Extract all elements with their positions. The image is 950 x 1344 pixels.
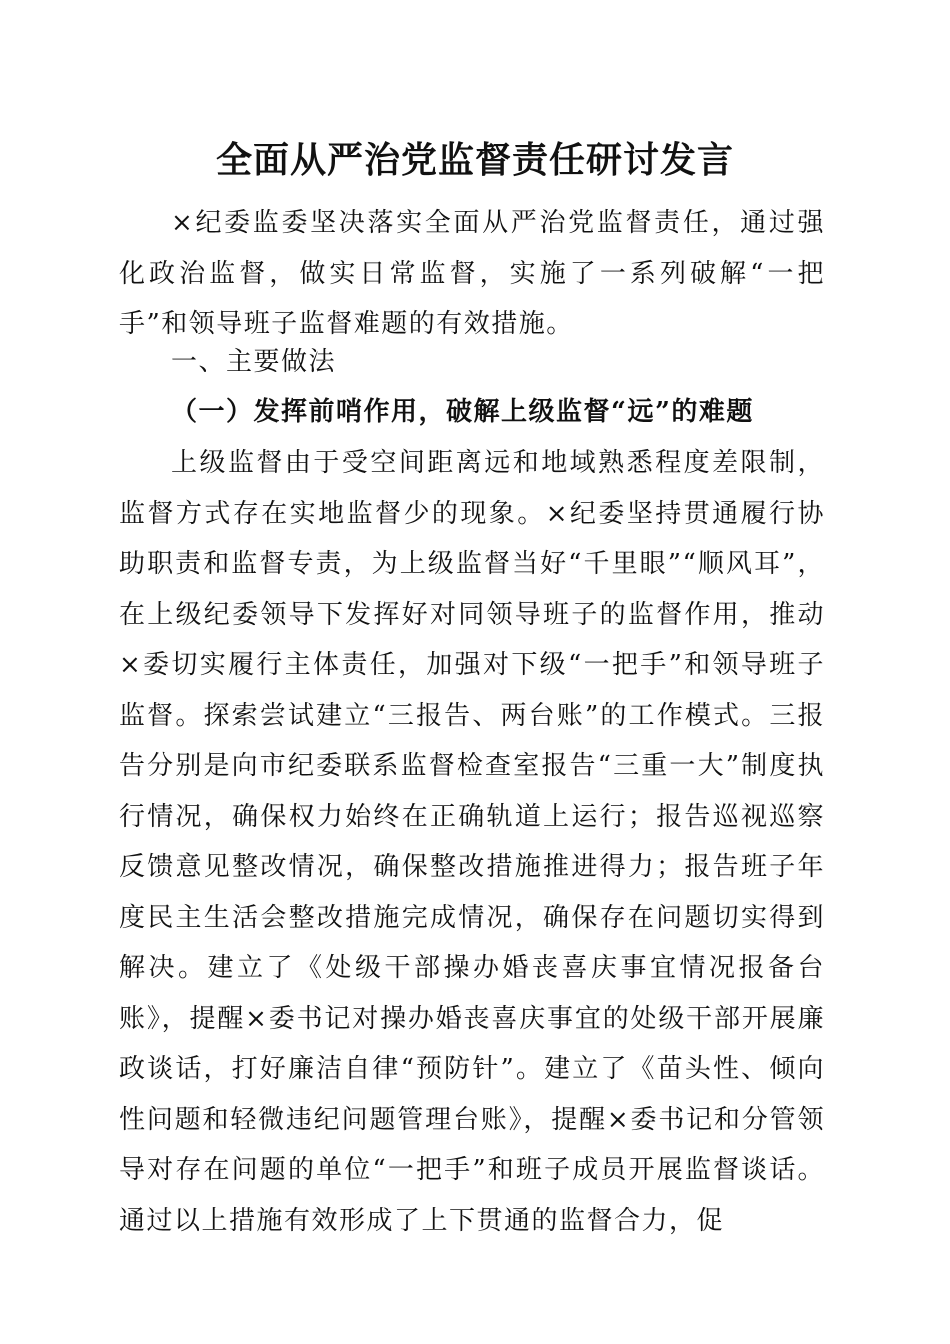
subsection-heading-sentinel-role: （一）发挥前哨作用，破解上级监督“远”的难题 [171,397,754,427]
intro-paragraph: ×纪委监委坚决落实全面从严治党监督责任，通过强化政治监督，做实日常监督，实施了一系列破解“一把手”和领导班子监督难题的有效措施。 [119,208,825,339]
section-heading-main-practices: 一、主要做法 [171,347,337,377]
document-title: 全面从严治党监督责任研讨发言 [215,139,734,181]
body-paragraph: 上级监督由于受空间距离远和地域熟悉程度差限制，监督方式存在实地监督少的现象。×纪委坚持贯通履行协助职责和监督专责，为上级监督当好“千里眼”“顺风耳”，在上级纪委领导下发挥好对同领导班子的监督作用，推动×委切实履行主体责任，加强对下级“一把手”和领导班子监督。探索尝试建立“三报告、两台账”的工作模式。三报告分别是向市纪委联系监督检查室报告“三重一大”制度执行情况，确保权力始终在正确轨道上运行；报告巡视巡察反馈意见整改情况，确保整改措施推进得力；报告班子年度民主生活会整改措施完成情况，确保存在问题切实得到解决。建立了《处级干部操办婚丧喜庆事宜情况报备台账》，提醒×委书记对操办婚丧喜庆事宜的处级干部开展廉政谈话，打好廉洁自律“预防针”。建立了《苗头性、倾向性问题和轻微违纪问题管理台账》，提醒×委书记和分管领导对存在问题的单位“一把手”和班子成员开展监督谈话。通过以上措施有效形成了上下贯通的监督合力，促 [119,448,825,1236]
